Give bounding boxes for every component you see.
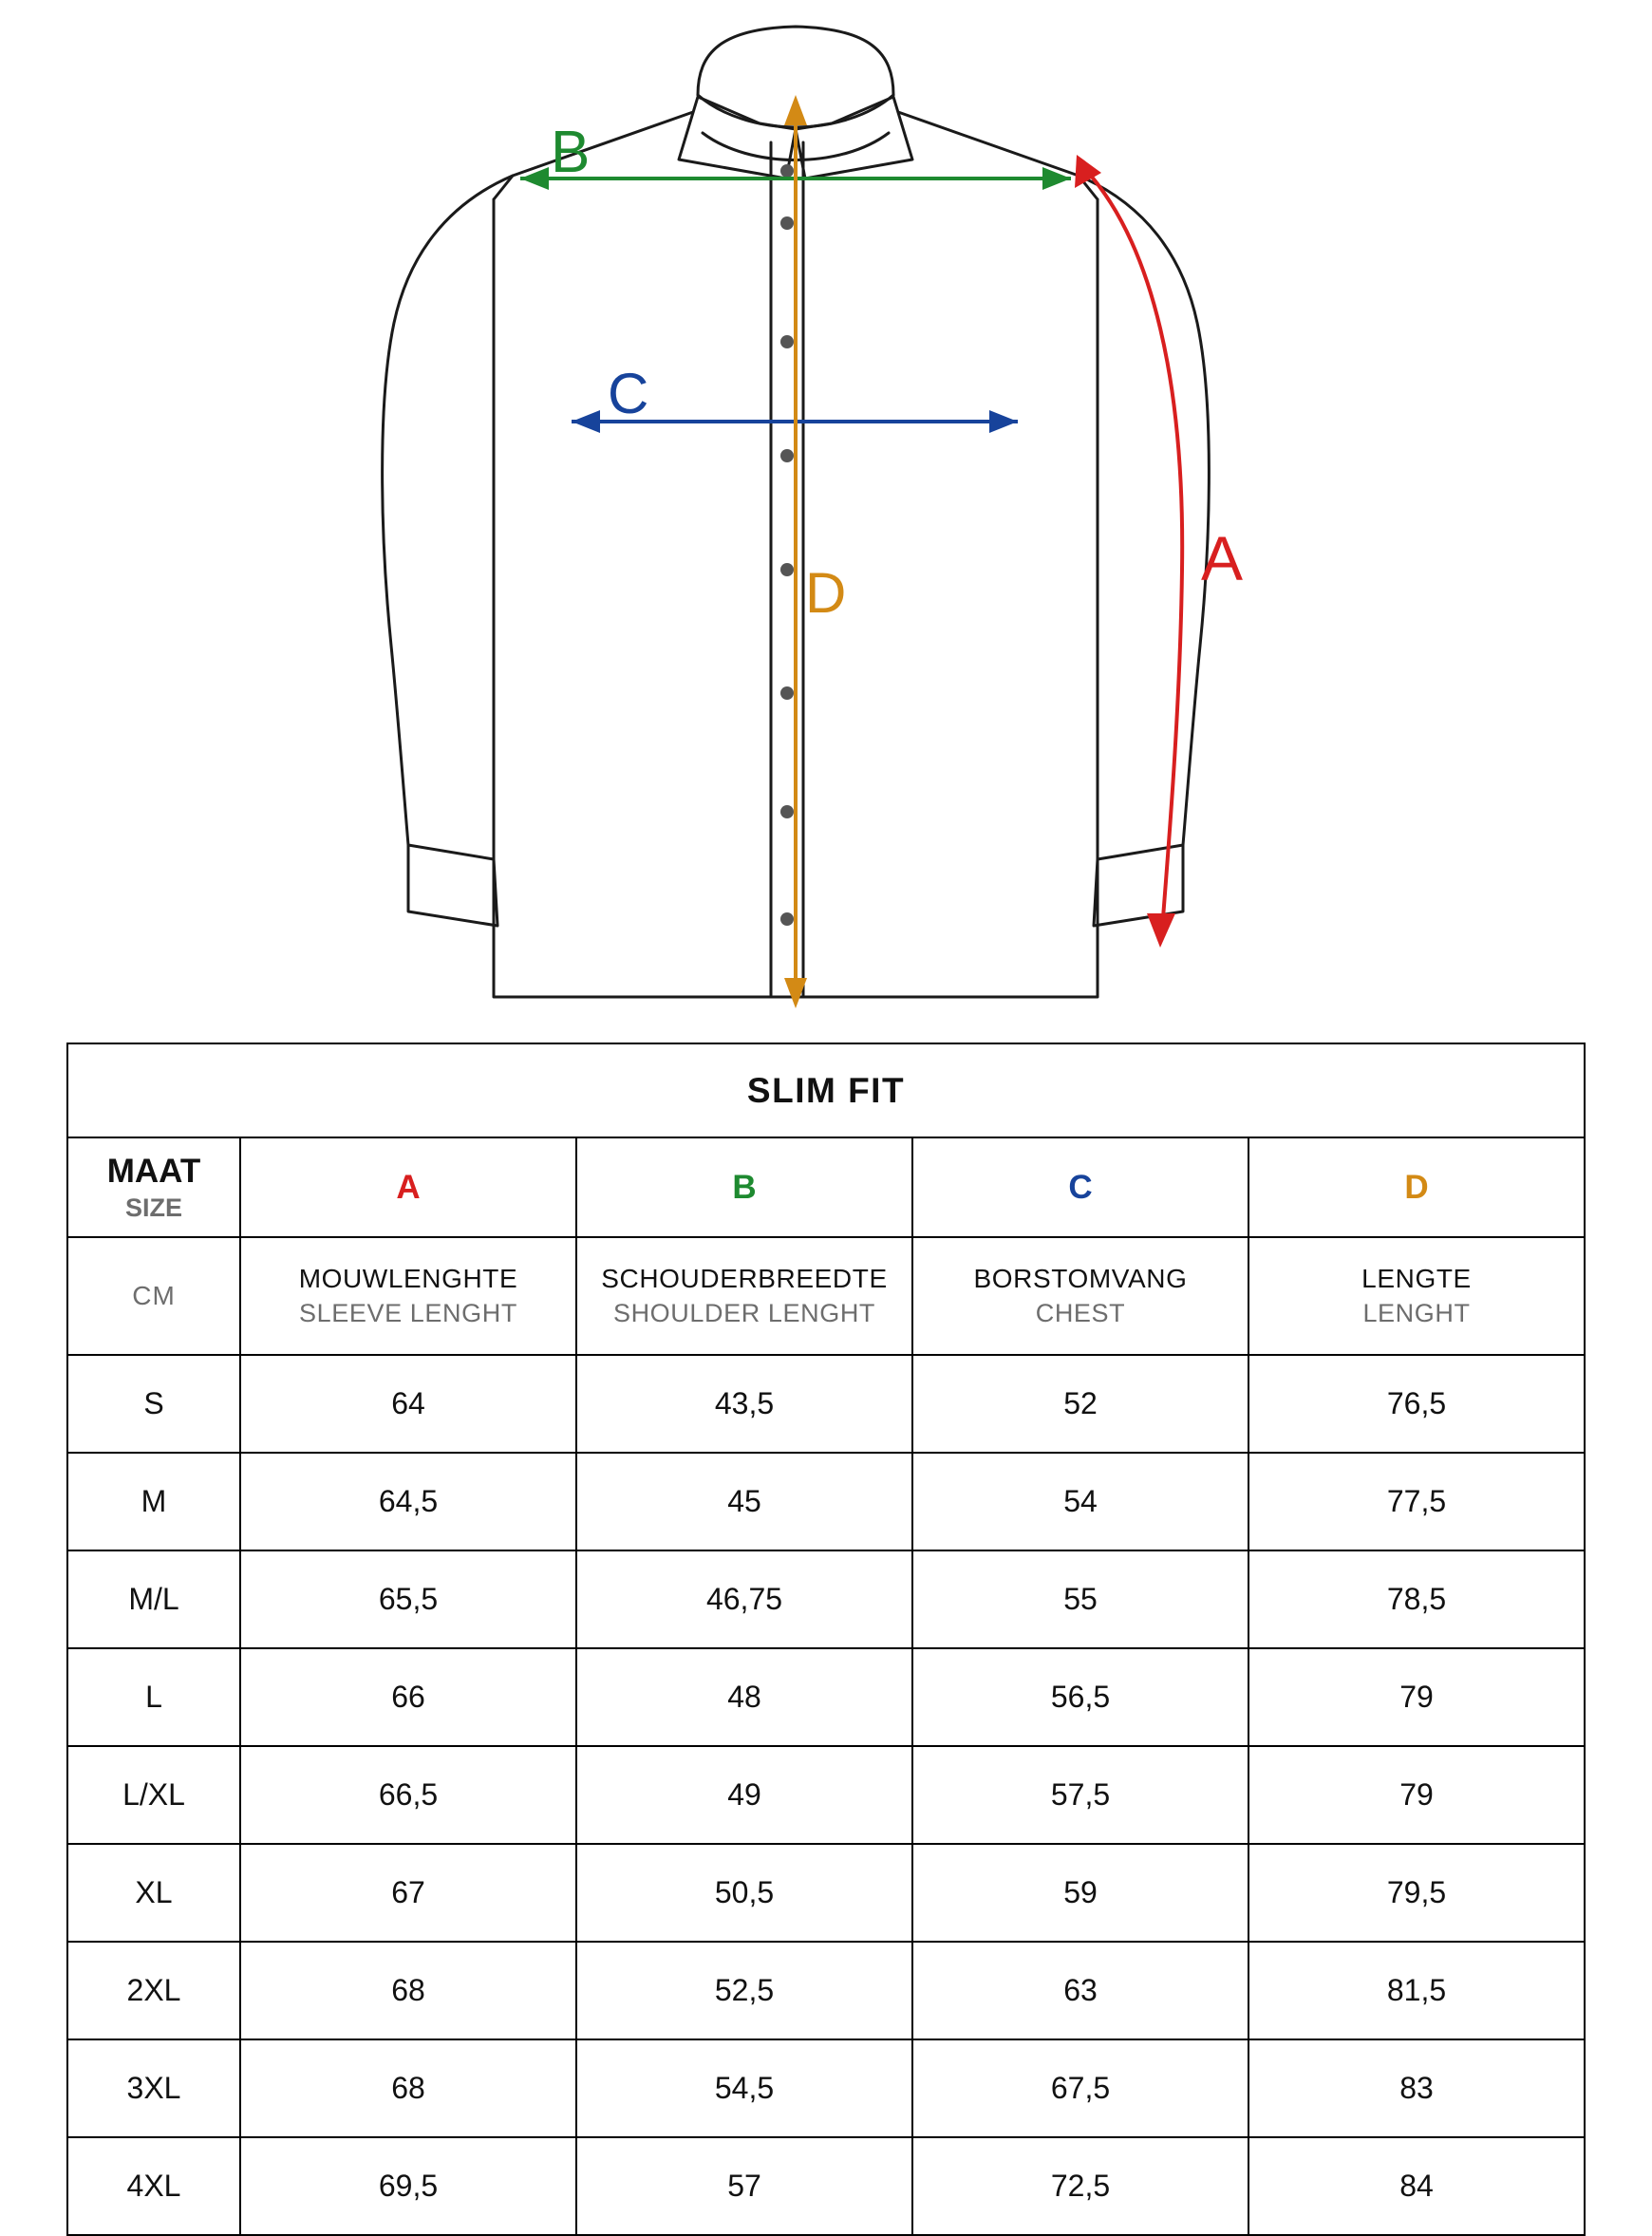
size-header-cell: [67, 1137, 240, 1237]
column-desc-d: [1248, 1237, 1585, 1355]
size-chart: [66, 1043, 1586, 2236]
table-row: [67, 2137, 1585, 2235]
row-value-b: 52,5: [576, 1942, 912, 2039]
row-size: M/L: [67, 1550, 240, 1648]
row-value-c: 54: [912, 1453, 1248, 1550]
row-value-b: 48: [576, 1648, 912, 1746]
row-value-d: 78,5: [1248, 1550, 1585, 1648]
shirt-measurement-diagram: [0, 0, 1652, 1035]
row-value-a: 66,5: [240, 1746, 576, 1844]
column-desc-b-nl: SCHOUDERBREEDTE: [601, 1264, 888, 1294]
column-desc-d-nl: LENGTE: [1361, 1264, 1472, 1294]
column-desc-c-nl: BORSTOMVANG: [973, 1264, 1188, 1294]
row-size: 3XL: [67, 2039, 240, 2137]
row-value-a: 65,5: [240, 1550, 576, 1648]
row-value-c: 57,5: [912, 1746, 1248, 1844]
row-size: L: [67, 1648, 240, 1746]
row-value-c: 63: [912, 1942, 1248, 2039]
row-size: M: [67, 1453, 240, 1550]
row-value-d: 79: [1248, 1648, 1585, 1746]
row-value-d: 77,5: [1248, 1453, 1585, 1550]
row-size: 4XL: [67, 2137, 240, 2235]
table-row: [67, 1942, 1585, 2039]
row-value-c: 52: [912, 1355, 1248, 1453]
row-value-b: 57: [576, 2137, 912, 2235]
fit-title: SLIM FIT: [67, 1043, 1585, 1137]
column-desc-c: [912, 1237, 1248, 1355]
row-value-d: 76,5: [1248, 1355, 1585, 1453]
button-dots: [780, 164, 794, 926]
row-value-b: 54,5: [576, 2039, 912, 2137]
row-value-a: 64,5: [240, 1453, 576, 1550]
label-b: B: [551, 120, 591, 185]
row-value-d: 81,5: [1248, 1942, 1585, 2039]
table-row: [67, 1355, 1585, 1453]
row-value-d: 79,5: [1248, 1844, 1585, 1942]
table-row: [67, 1648, 1585, 1746]
row-value-c: 67,5: [912, 2039, 1248, 2137]
size-header-en: SIZE: [124, 1193, 182, 1222]
table-description-row: [67, 1237, 1585, 1355]
column-desc-a: [240, 1237, 576, 1355]
shirt-illustration: [0, 0, 1652, 1035]
label-d: D: [805, 561, 847, 625]
row-size: 2XL: [67, 1942, 240, 2039]
row-value-c: 72,5: [912, 2137, 1248, 2235]
row-size: XL: [67, 1844, 240, 1942]
unit-cell: CM: [67, 1237, 240, 1355]
column-desc-a-nl: MOUWLENGHTE: [298, 1264, 518, 1294]
column-desc-b: [576, 1237, 912, 1355]
row-value-a: 68: [240, 1942, 576, 2039]
column-letter-a: A: [240, 1137, 576, 1237]
column-desc-c-en: CHEST: [1035, 1298, 1126, 1327]
column-letter-d: D: [1248, 1137, 1585, 1237]
label-a: A: [1201, 523, 1244, 593]
column-desc-b-en: SHOULDER LENGHT: [612, 1298, 876, 1327]
table-row: [67, 1844, 1585, 1942]
column-desc-a-en: SLEEVE LENGHT: [299, 1298, 517, 1327]
size-table: [66, 1043, 1586, 2236]
row-size: S: [67, 1355, 240, 1453]
table-title-row: [67, 1043, 1585, 1137]
table-row: [67, 1746, 1585, 1844]
row-value-a: 68: [240, 2039, 576, 2137]
row-value-d: 83: [1248, 2039, 1585, 2137]
row-value-a: 66: [240, 1648, 576, 1746]
row-value-b: 49: [576, 1746, 912, 1844]
column-desc-d-en: LENGHT: [1362, 1298, 1471, 1327]
row-value-c: 56,5: [912, 1648, 1248, 1746]
measure-a-arrow: [1075, 155, 1182, 948]
table-row: [67, 1453, 1585, 1550]
row-value-b: 46,75: [576, 1550, 912, 1648]
label-c: C: [608, 362, 649, 425]
row-value-c: 55: [912, 1550, 1248, 1648]
table-row: [67, 2039, 1585, 2137]
table-letter-row: [67, 1137, 1585, 1237]
column-letter-b: B: [576, 1137, 912, 1237]
row-value-d: 84: [1248, 2137, 1585, 2235]
row-value-c: 59: [912, 1844, 1248, 1942]
row-value-d: 79: [1248, 1746, 1585, 1844]
row-value-a: 64: [240, 1355, 576, 1453]
table-row: [67, 1550, 1585, 1648]
row-value-b: 50,5: [576, 1844, 912, 1942]
row-size: L/XL: [67, 1746, 240, 1844]
row-value-b: 43,5: [576, 1355, 912, 1453]
row-value-a: 69,5: [240, 2137, 576, 2235]
row-value-b: 45: [576, 1453, 912, 1550]
size-header-nl: MAAT: [106, 1152, 201, 1190]
row-value-a: 67: [240, 1844, 576, 1942]
column-letter-c: C: [912, 1137, 1248, 1237]
